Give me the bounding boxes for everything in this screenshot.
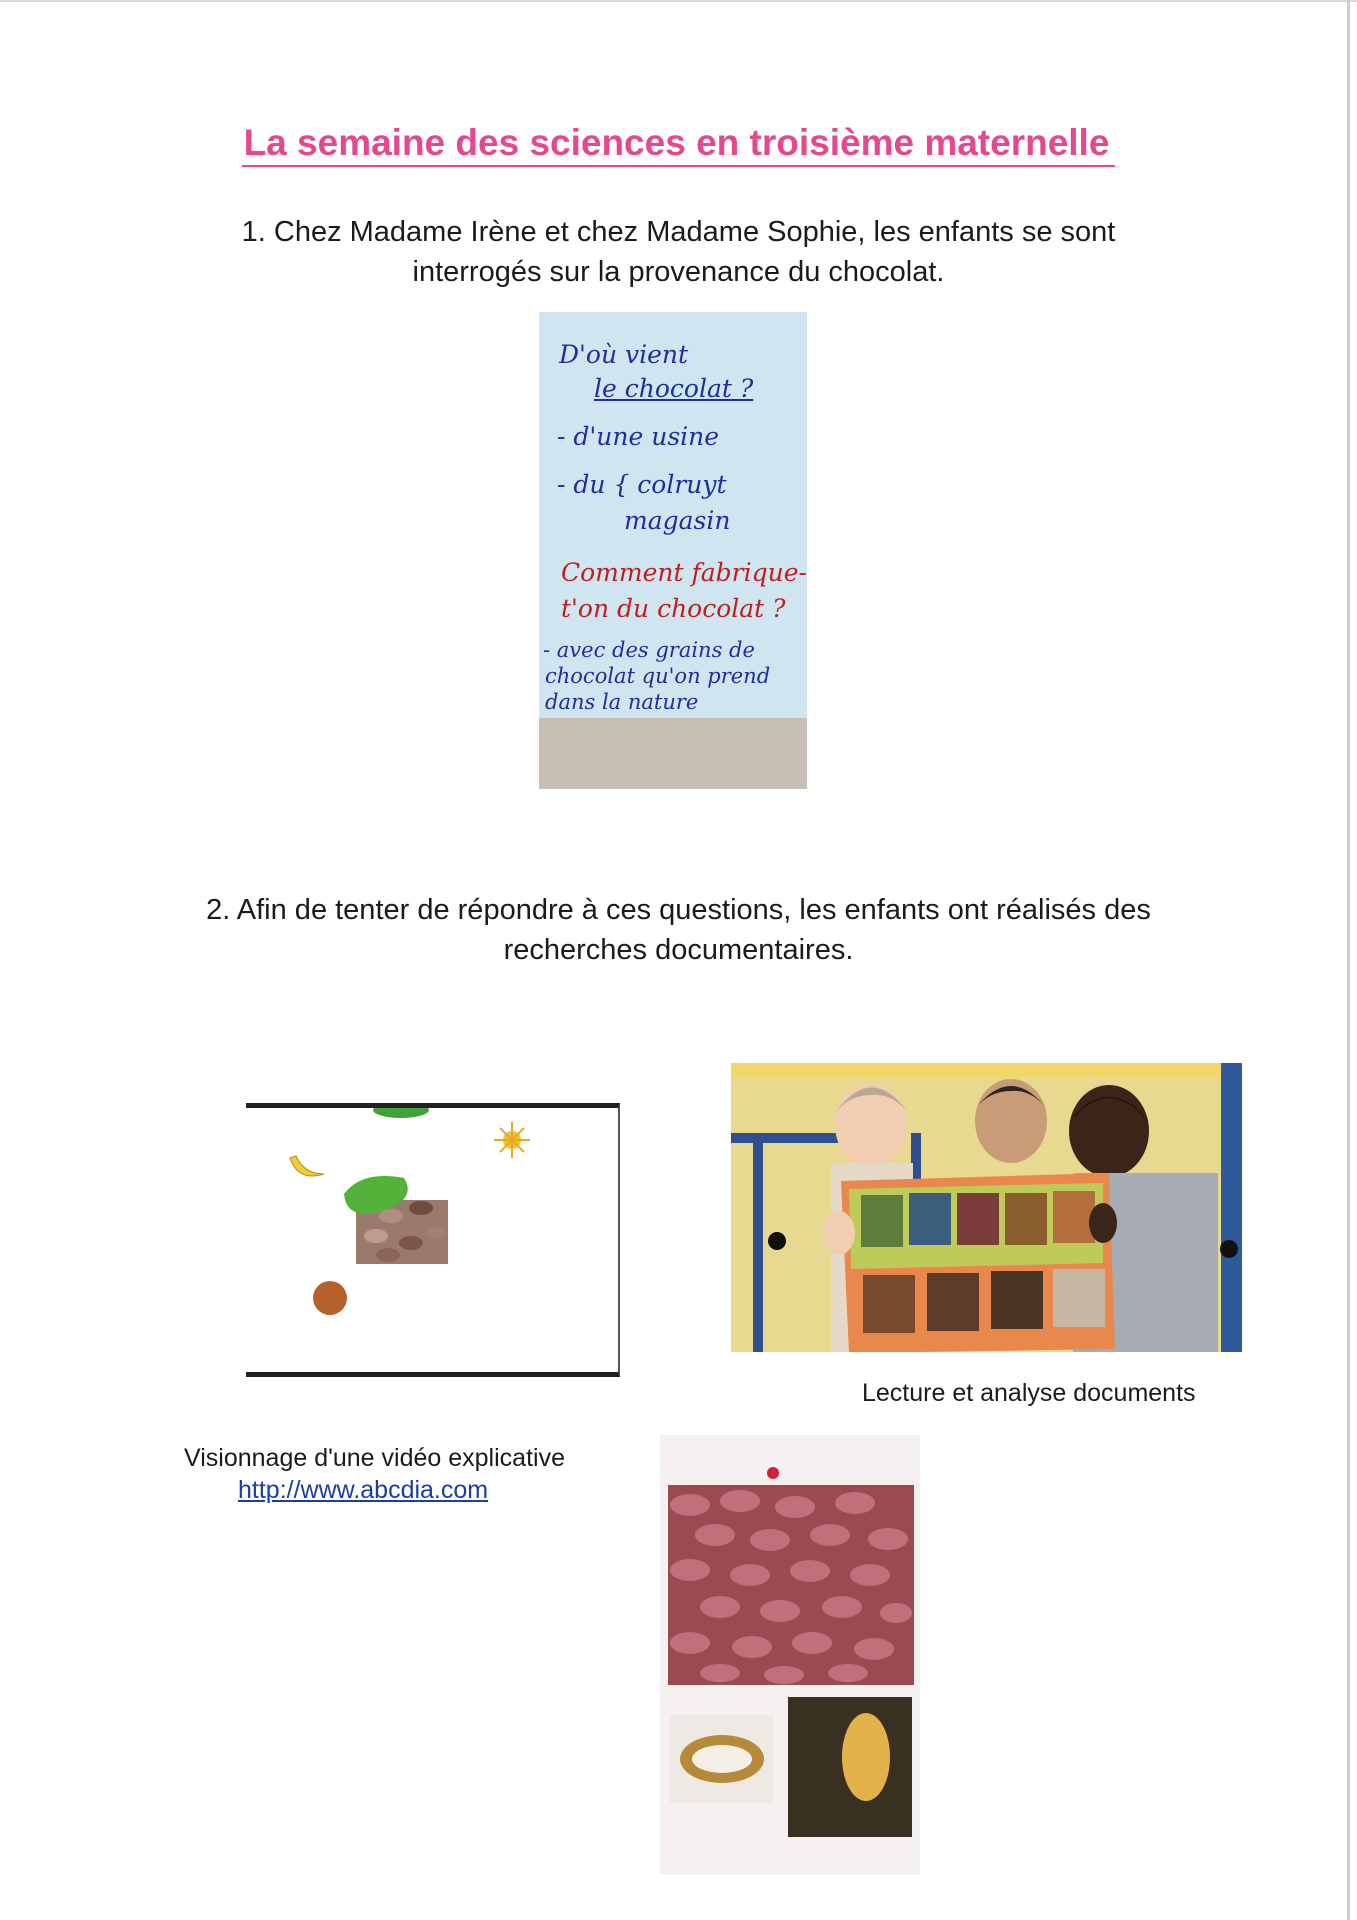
child-middle [975, 1079, 1047, 1163]
poster-line: t'on du chocolat ? [561, 594, 786, 623]
children-reading-document-photo [731, 1063, 1242, 1352]
leaf-icon [373, 1108, 429, 1118]
poster-line: - d'une usine [557, 422, 720, 451]
caption-documents: Lecture et analyse documents [862, 1379, 1196, 1407]
cocoa-beans-poster-photo [660, 1435, 920, 1875]
children-photo-scene [731, 1063, 1242, 1352]
sun-icon [494, 1122, 530, 1158]
banana-icon [290, 1156, 324, 1176]
poster-line: chocolat qu'on prend [545, 664, 771, 688]
poster-line: Comment fabrique- [561, 558, 807, 587]
poster-line: le chocolat ? [594, 374, 754, 403]
poster-line: magasin [624, 506, 731, 535]
pin-icon [767, 1467, 779, 1479]
poster-line: dans la nature [545, 690, 699, 714]
page-title: La semaine des sciences en troisième maternelle [0, 122, 1357, 164]
poster-line: - avec des grains de [543, 638, 755, 662]
section1-line1: 1. Chez Madame Irène et chez Madame Sophie, les enfants se sont [241, 216, 1116, 248]
document-sheet [841, 1173, 1115, 1352]
section2-line1: 2. Afin de tenter de répondre à ces questions, les enfants ont réalisés des [206, 894, 1151, 926]
poster-line: D'où vient [559, 340, 689, 369]
chocolate-coin-icon [313, 1281, 347, 1315]
poster-line: - du { colruyt [557, 470, 727, 499]
video-link[interactable]: http://www.abcdia.com [238, 1476, 489, 1504]
explanatory-video-still [246, 1103, 620, 1377]
cocoa-beans-scene [660, 1435, 920, 1875]
video-illustration [246, 1108, 613, 1372]
caption-video: Visionnage d'une vidéo explicative [184, 1444, 565, 1472]
poster-wall [539, 718, 807, 789]
section1-line2: interrogés sur la provenance du chocolat. [412, 256, 945, 288]
chocolate-question-poster [539, 312, 807, 789]
section2-line2: recherches documentaires. [503, 934, 854, 966]
scan-top-edge [0, 0, 1357, 2]
